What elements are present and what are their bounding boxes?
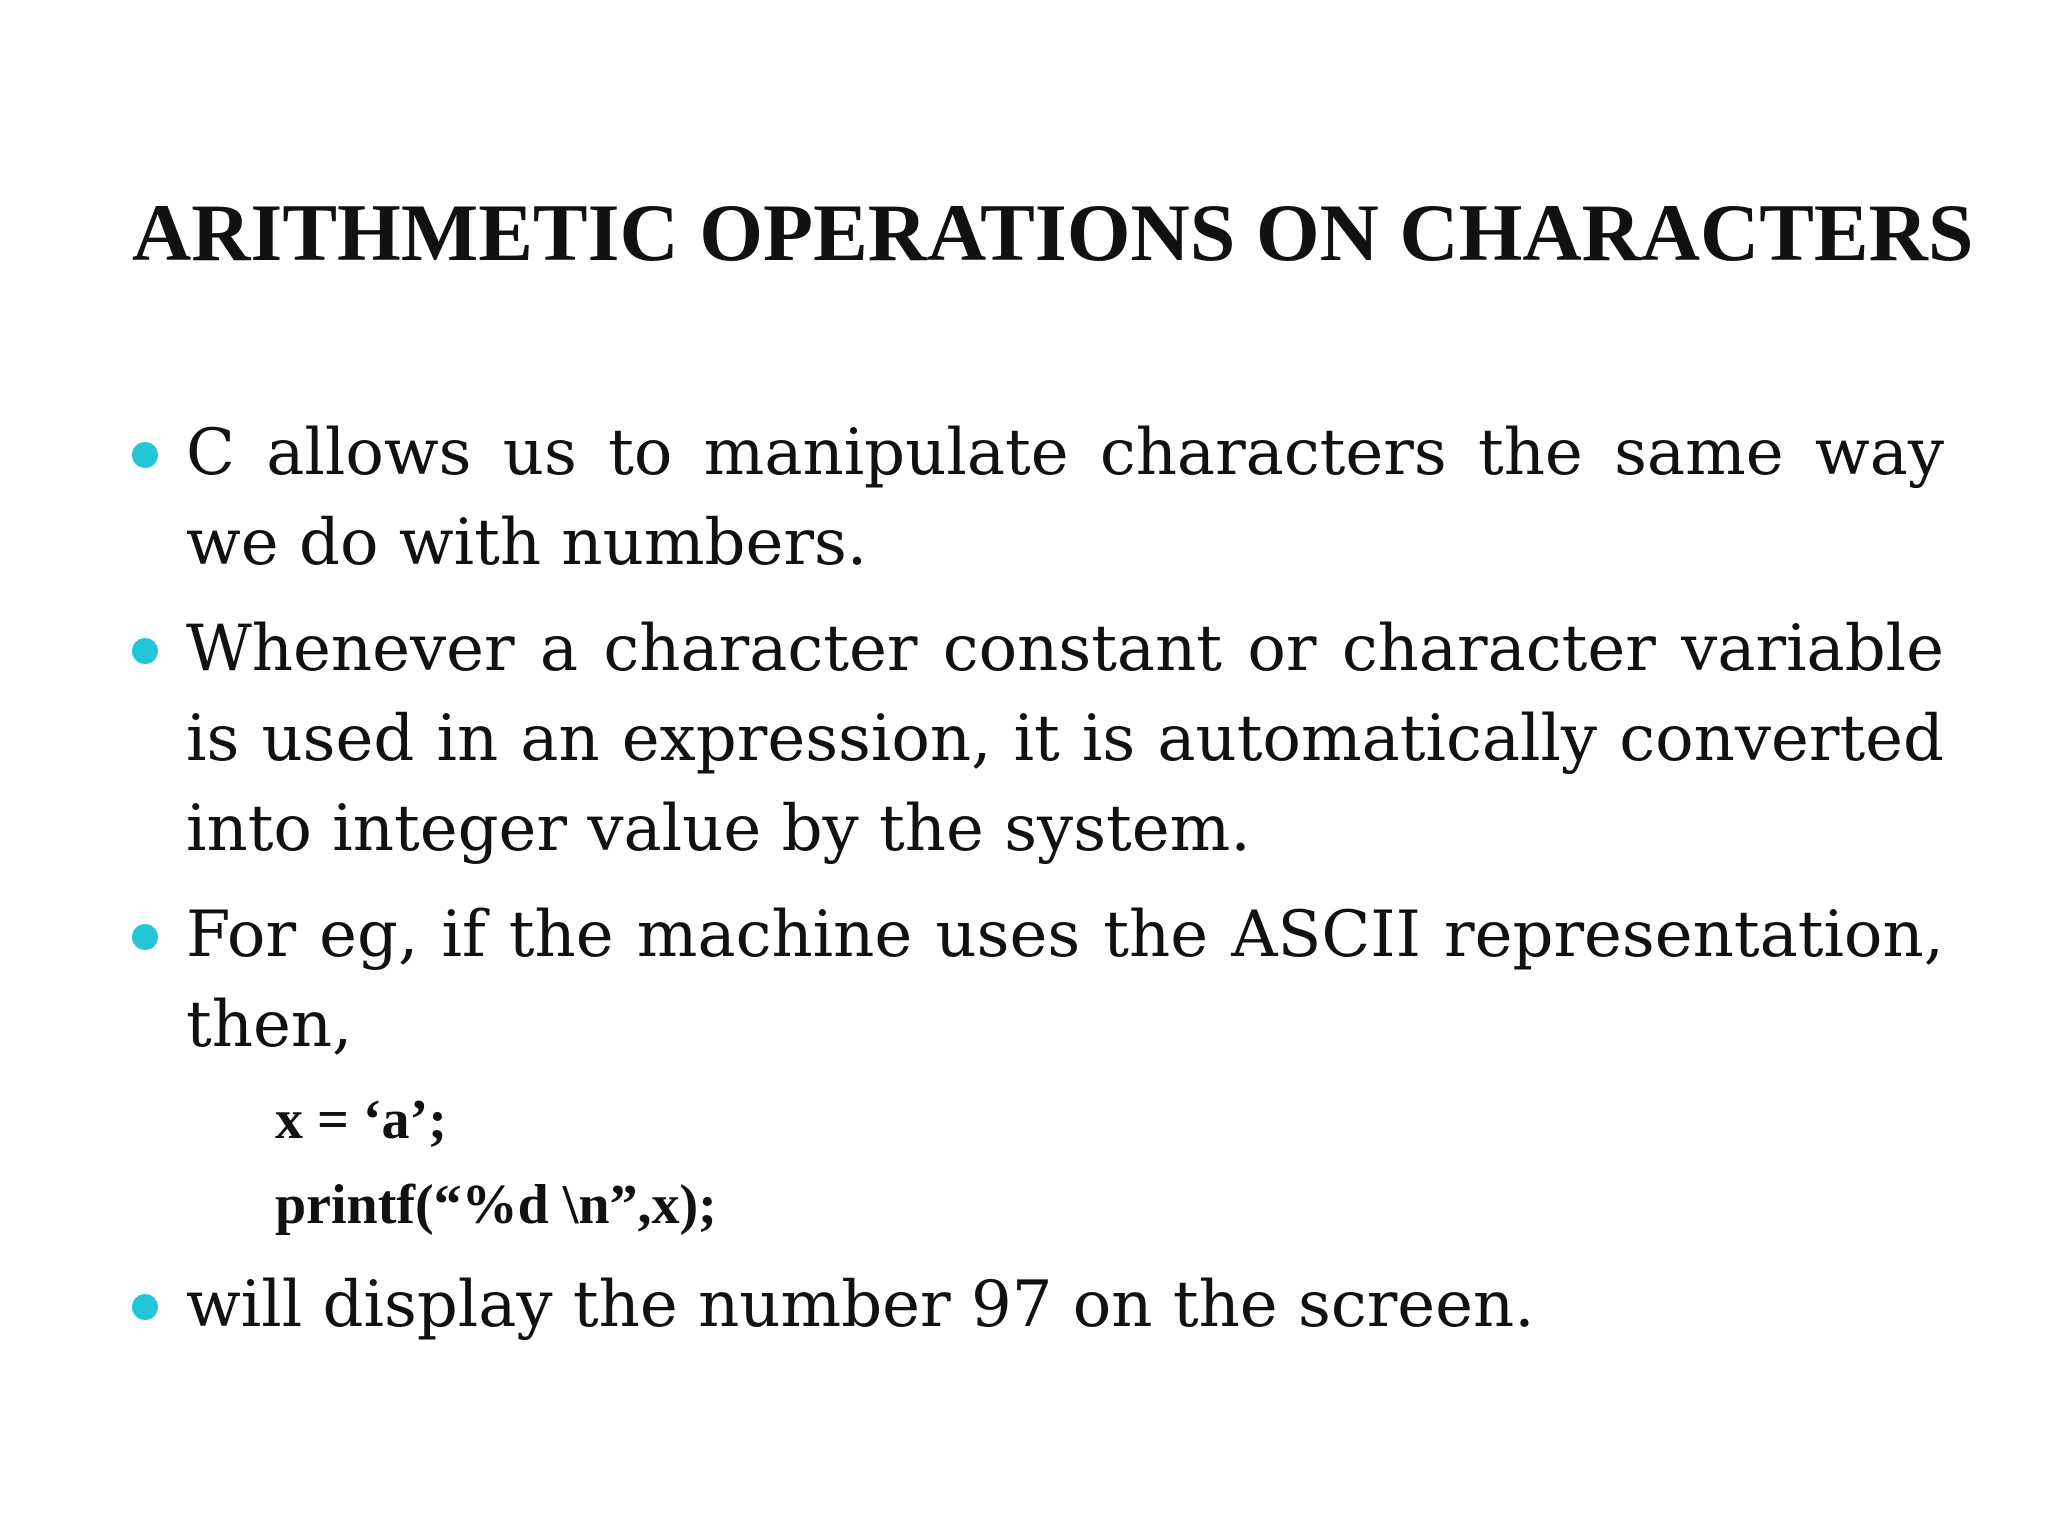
- code-line: x = ‘a’;: [275, 1089, 447, 1151]
- code-line: printf(“%d \n”,x);: [275, 1174, 717, 1236]
- bullet-text: will display the number 97 on the screen.: [186, 1268, 1535, 1342]
- slide-title: ARITHMETIC OPERATIONS ON CHARACTERS: [132, 187, 1974, 278]
- bullet-dot-icon: [132, 1294, 158, 1320]
- bullet-dot-icon: [132, 924, 158, 950]
- bullet-text: C allows us to manipulate characters the same way we do with numbers.: [186, 416, 1944, 580]
- bullet-dot-icon: [132, 442, 158, 468]
- bullet-dot-icon: [132, 638, 158, 664]
- bullet-item: [186, 604, 1944, 874]
- bullet-text: Whenever a character constant or character variable is used in an expression, it is automatically converted into integer value by the system.: [186, 612, 1944, 866]
- bullet-text: For eg, if the machine uses the ASCII representation, then,: [186, 898, 1944, 1062]
- bullet-item: [186, 408, 1944, 588]
- bullet-item: [186, 890, 1944, 1070]
- bullet-item: [186, 1260, 1944, 1350]
